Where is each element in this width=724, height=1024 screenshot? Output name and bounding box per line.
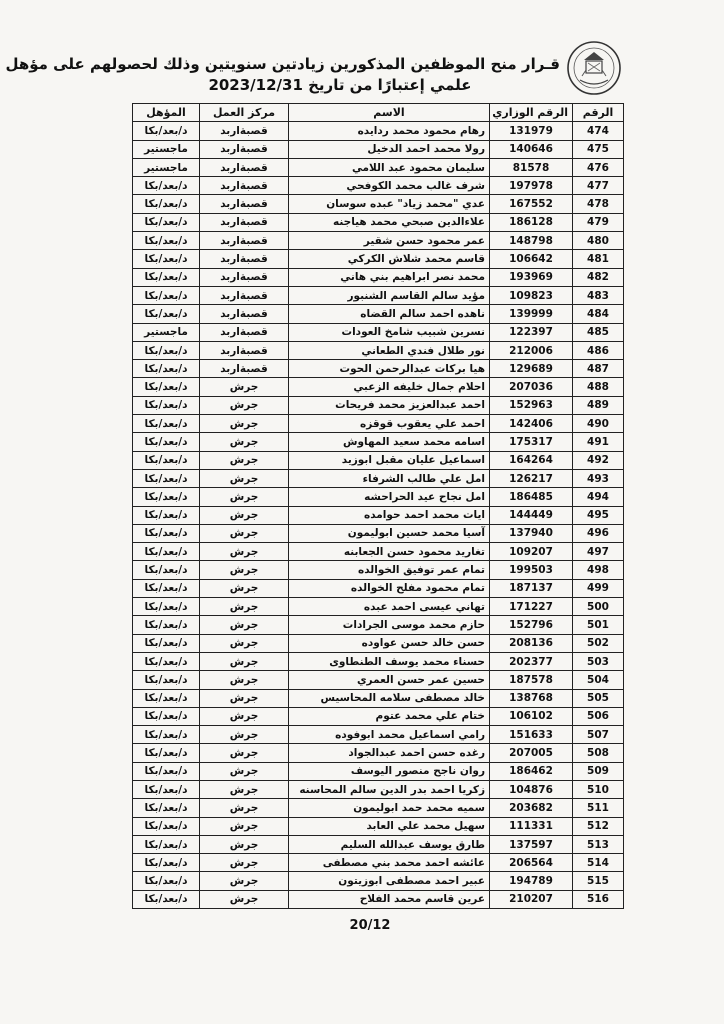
table-row	[133, 579, 624, 597]
cell-name: عبير احمد مصطفى ابوزيتون	[289, 872, 490, 890]
cell-ministry-id: 140646	[490, 140, 573, 158]
table-row	[133, 854, 624, 872]
cell-ministry-id: 199503	[490, 561, 573, 579]
cell-qualification: د/بعد/بكا	[133, 232, 200, 250]
cell-number: 478	[573, 195, 624, 213]
cell-name: سميه محمد حمد ابوليمون	[289, 799, 490, 817]
cell-ministry-id: 212006	[490, 341, 573, 359]
cell-number: 479	[573, 213, 624, 231]
cell-qualification: د/بعد/بكا	[133, 671, 200, 689]
cell-workplace: جرش	[200, 524, 289, 542]
cell-workplace: جرش	[200, 872, 289, 890]
cell-workplace: جرش	[200, 726, 289, 744]
cell-ministry-id: 148798	[490, 232, 573, 250]
cell-number: 505	[573, 689, 624, 707]
cell-ministry-id: 137940	[490, 524, 573, 542]
cell-name: زكريا احمد بدر الدين سالم المحاسنه	[289, 780, 490, 798]
cell-qualification: د/بعد/بكا	[133, 177, 200, 195]
cell-number: 474	[573, 122, 624, 140]
table-row	[133, 415, 624, 433]
cell-workplace: جرش	[200, 835, 289, 853]
cell-number: 513	[573, 835, 624, 853]
cell-qualification: د/بعد/بكا	[133, 451, 200, 469]
cell-qualification: د/بعد/بكا	[133, 689, 200, 707]
cell-name: حسين عمر حسن العمري	[289, 671, 490, 689]
cell-ministry-id: 203682	[490, 799, 573, 817]
cell-name: شرف غالب محمد الكوفحي	[289, 177, 490, 195]
cell-qualification: د/بعد/بكا	[133, 469, 200, 487]
table-row	[133, 451, 624, 469]
cell-workplace: جرش	[200, 707, 289, 725]
cell-qualification: د/بعد/بكا	[133, 122, 200, 140]
cell-ministry-id: 137597	[490, 835, 573, 853]
cell-number: 507	[573, 726, 624, 744]
cell-number: 514	[573, 854, 624, 872]
cell-ministry-id: 175317	[490, 433, 573, 451]
cell-workplace: قصبةاربد	[200, 250, 289, 268]
cell-qualification: د/بعد/بكا	[133, 872, 200, 890]
cell-ministry-id: 210207	[490, 890, 573, 908]
cell-ministry-id: 109823	[490, 286, 573, 304]
table-row	[133, 158, 624, 176]
cell-qualification: د/بعد/بكا	[133, 780, 200, 798]
table-row	[133, 213, 624, 231]
table-row	[133, 652, 624, 670]
cell-qualification: د/بعد/بكا	[133, 378, 200, 396]
cell-name: قاسم محمد شلاش الكركي	[289, 250, 490, 268]
header-name: الاسم	[289, 104, 490, 122]
table-row	[133, 671, 624, 689]
cell-number: 494	[573, 488, 624, 506]
cell-qualification: د/بعد/بكا	[133, 524, 200, 542]
cell-qualification: د/بعد/بكا	[133, 652, 200, 670]
cell-qualification: د/بعد/بكا	[133, 799, 200, 817]
cell-number: 500	[573, 598, 624, 616]
table-row	[133, 305, 624, 323]
cell-workplace: قصبةاربد	[200, 323, 289, 341]
table-row	[133, 817, 624, 835]
cell-workplace: جرش	[200, 396, 289, 414]
cell-workplace: جرش	[200, 817, 289, 835]
table-body	[133, 122, 624, 909]
cell-ministry-id: 138768	[490, 689, 573, 707]
cell-number: 483	[573, 286, 624, 304]
cell-qualification: د/بعد/بكا	[133, 762, 200, 780]
table-row	[133, 232, 624, 250]
cell-name: رهام محمود محمد ردايده	[289, 122, 490, 140]
table-row	[133, 177, 624, 195]
cell-name: آسيا محمد حسين ابوليمون	[289, 524, 490, 542]
cell-name: نور طلال فندي الطعاني	[289, 341, 490, 359]
table-row	[133, 726, 624, 744]
cell-name: عمر محمود حسن شقير	[289, 232, 490, 250]
cell-workplace: قصبةاربد	[200, 213, 289, 231]
cell-qualification: د/بعد/بكا	[133, 268, 200, 286]
cell-number: 497	[573, 543, 624, 561]
cell-workplace: جرش	[200, 433, 289, 451]
document-title	[5, 54, 560, 96]
cell-name: تمام محمود مفلح الخوالده	[289, 579, 490, 597]
cell-qualification: د/بعد/بكا	[133, 634, 200, 652]
cell-workplace: جرش	[200, 762, 289, 780]
cell-name: نسرين شبيب شامخ العودات	[289, 323, 490, 341]
cell-name: حسناء محمد يوسف الطنطاوى	[289, 652, 490, 670]
cell-qualification: د/بعد/بكا	[133, 396, 200, 414]
table-row	[133, 250, 624, 268]
cell-number: 481	[573, 250, 624, 268]
cell-qualification: د/بعد/بكا	[133, 744, 200, 762]
cell-number: 516	[573, 890, 624, 908]
table-row	[133, 433, 624, 451]
cell-name: احلام جمال خليفه الزعبي	[289, 378, 490, 396]
cell-name: محمد نصر ابراهيم بني هاني	[289, 268, 490, 286]
table-row	[133, 762, 624, 780]
cell-number: 502	[573, 634, 624, 652]
cell-qualification: د/بعد/بكا	[133, 707, 200, 725]
ministry-emblem-logo	[566, 40, 622, 96]
cell-qualification: د/بعد/بكا	[133, 598, 200, 616]
table-row	[133, 707, 624, 725]
cell-name: تمام عمر توفيق الخوالده	[289, 561, 490, 579]
cell-ministry-id: 81578	[490, 158, 573, 176]
cell-workplace: جرش	[200, 506, 289, 524]
cell-number: 503	[573, 652, 624, 670]
cell-workplace: جرش	[200, 799, 289, 817]
cell-workplace: جرش	[200, 378, 289, 396]
table-row	[133, 634, 624, 652]
cell-number: 476	[573, 158, 624, 176]
cell-ministry-id: 186128	[490, 213, 573, 231]
cell-number: 510	[573, 780, 624, 798]
cell-workplace: قصبةاربد	[200, 268, 289, 286]
cell-workplace: جرش	[200, 598, 289, 616]
cell-ministry-id: 197978	[490, 177, 573, 195]
cell-workplace: جرش	[200, 616, 289, 634]
table-row	[133, 286, 624, 304]
cell-workplace: جرش	[200, 689, 289, 707]
table-row	[133, 122, 624, 140]
cell-qualification: د/بعد/بكا	[133, 854, 200, 872]
cell-number: 515	[573, 872, 624, 890]
cell-ministry-id: 164264	[490, 451, 573, 469]
cell-name: تغاريد محمود حسن الجعابنه	[289, 543, 490, 561]
cell-number: 501	[573, 616, 624, 634]
cell-qualification: د/بعد/بكا	[133, 305, 200, 323]
cell-qualification: د/بعد/بكا	[133, 488, 200, 506]
table-row	[133, 598, 624, 616]
cell-ministry-id: 139999	[490, 305, 573, 323]
cell-ministry-id: 187137	[490, 579, 573, 597]
cell-name: رولا محمد احمد الدخيل	[289, 140, 490, 158]
cell-ministry-id: 142406	[490, 415, 573, 433]
cell-number: 475	[573, 140, 624, 158]
table-row	[133, 799, 624, 817]
cell-qualification: د/بعد/بكا	[133, 579, 200, 597]
cell-name: اسامه محمد سعيد المهاوش	[289, 433, 490, 451]
cell-number: 489	[573, 396, 624, 414]
title-line-2: علمي إعتبارًا من تاريخ 2023/12/31	[208, 76, 472, 94]
cell-ministry-id: 187578	[490, 671, 573, 689]
cell-ministry-id: 111331	[490, 817, 573, 835]
cell-ministry-id: 186462	[490, 762, 573, 780]
cell-name: علاءالدين صبحي محمد هياجنه	[289, 213, 490, 231]
cell-qualification: د/بعد/بكا	[133, 360, 200, 378]
table-row	[133, 488, 624, 506]
cell-ministry-id: 131979	[490, 122, 573, 140]
cell-name: روان ناجح منصور اليوسف	[289, 762, 490, 780]
cell-workplace: جرش	[200, 561, 289, 579]
cell-workplace: قصبةاربد	[200, 360, 289, 378]
cell-workplace: قصبةاربد	[200, 122, 289, 140]
cell-number: 512	[573, 817, 624, 835]
cell-qualification: د/بعد/بكا	[133, 506, 200, 524]
table-row	[133, 378, 624, 396]
cell-number: 480	[573, 232, 624, 250]
header-qualification: المؤهل	[133, 104, 200, 122]
cell-number: 511	[573, 799, 624, 817]
cell-name: مؤيد سالم القاسم الشنبور	[289, 286, 490, 304]
cell-qualification: د/بعد/بكا	[133, 616, 200, 634]
table-row	[133, 524, 624, 542]
cell-number: 487	[573, 360, 624, 378]
table-row	[133, 341, 624, 359]
cell-workplace: قصبةاربد	[200, 286, 289, 304]
header-number: الرقم	[573, 104, 624, 122]
cell-workplace: جرش	[200, 634, 289, 652]
cell-ministry-id: 129689	[490, 360, 573, 378]
cell-ministry-id: 207036	[490, 378, 573, 396]
cell-name: امل نجاح عيد الحراحشه	[289, 488, 490, 506]
cell-qualification: د/بعد/بكا	[133, 817, 200, 835]
cell-number: 509	[573, 762, 624, 780]
table-row	[133, 872, 624, 890]
table-row	[133, 835, 624, 853]
cell-qualification: د/بعد/بكا	[133, 726, 200, 744]
cell-ministry-id: 152963	[490, 396, 573, 414]
table-row	[133, 268, 624, 286]
cell-workplace: جرش	[200, 744, 289, 762]
cell-name: اسماعيل عليان مقبل ابوزيد	[289, 451, 490, 469]
cell-workplace: جرش	[200, 469, 289, 487]
cell-name: حسن خالد حسن عواوده	[289, 634, 490, 652]
table-header-row	[133, 104, 624, 122]
cell-number: 493	[573, 469, 624, 487]
cell-ministry-id: 171227	[490, 598, 573, 616]
cell-qualification: د/بعد/بكا	[133, 561, 200, 579]
cell-ministry-id: 106102	[490, 707, 573, 725]
cell-name: عرين قاسم محمد الفلاح	[289, 890, 490, 908]
cell-name: احمد علي يعقوب قوقزه	[289, 415, 490, 433]
cell-qualification: د/بعد/بكا	[133, 341, 200, 359]
cell-number: 490	[573, 415, 624, 433]
cell-number: 506	[573, 707, 624, 725]
cell-name: سليمان محمود عبد اللامي	[289, 158, 490, 176]
cell-qualification: د/بعد/بكا	[133, 250, 200, 268]
cell-number: 495	[573, 506, 624, 524]
cell-workplace: قصبةاربد	[200, 232, 289, 250]
table-row	[133, 780, 624, 798]
cell-name: رامي اسماعيل محمد ابوفوده	[289, 726, 490, 744]
table-row	[133, 561, 624, 579]
cell-workplace: جرش	[200, 671, 289, 689]
cell-qualification: ماجستير	[133, 158, 200, 176]
cell-ministry-id: 194789	[490, 872, 573, 890]
cell-name: احمد عبدالعزيز محمد فريحات	[289, 396, 490, 414]
header-ministry-id: الرقم الوزاري	[490, 104, 573, 122]
cell-workplace: جرش	[200, 451, 289, 469]
cell-workplace: جرش	[200, 488, 289, 506]
cell-ministry-id: 144449	[490, 506, 573, 524]
table-row	[133, 360, 624, 378]
employees-table	[132, 103, 624, 909]
cell-workplace: جرش	[200, 652, 289, 670]
cell-workplace: جرش	[200, 890, 289, 908]
table-row	[133, 543, 624, 561]
cell-workplace: جرش	[200, 579, 289, 597]
cell-number: 504	[573, 671, 624, 689]
table-row	[133, 506, 624, 524]
cell-name: هيا بركات عبدالرحمن الحوت	[289, 360, 490, 378]
cell-ministry-id: 151633	[490, 726, 573, 744]
cell-number: 484	[573, 305, 624, 323]
cell-workplace: جرش	[200, 854, 289, 872]
table-row	[133, 323, 624, 341]
cell-qualification: د/بعد/بكا	[133, 195, 200, 213]
cell-number: 482	[573, 268, 624, 286]
cell-name: عائشه احمد محمد بني مصطفى	[289, 854, 490, 872]
cell-qualification: د/بعد/بكا	[133, 213, 200, 231]
cell-name: سهيل محمد علي العابد	[289, 817, 490, 835]
cell-number: 498	[573, 561, 624, 579]
cell-name: خالد مصطفى سلامه المحاسيس	[289, 689, 490, 707]
cell-name: رغده حسن احمد عبدالجواد	[289, 744, 490, 762]
cell-name: ايات محمد احمد حوامده	[289, 506, 490, 524]
cell-workplace: قصبةاربد	[200, 195, 289, 213]
cell-workplace: قصبةاربد	[200, 177, 289, 195]
cell-ministry-id: 207005	[490, 744, 573, 762]
cell-number: 488	[573, 378, 624, 396]
cell-number: 496	[573, 524, 624, 542]
cell-qualification: د/بعد/بكا	[133, 433, 200, 451]
cell-qualification: د/بعد/بكا	[133, 890, 200, 908]
cell-name: حازم محمد موسى الجرادات	[289, 616, 490, 634]
cell-ministry-id: 206564	[490, 854, 573, 872]
table-row	[133, 140, 624, 158]
cell-workplace: قصبةاربد	[200, 305, 289, 323]
cell-qualification: د/بعد/بكا	[133, 415, 200, 433]
cell-number: 499	[573, 579, 624, 597]
table-row	[133, 616, 624, 634]
cell-number: 491	[573, 433, 624, 451]
cell-workplace: قصبةاربد	[200, 140, 289, 158]
title-line-1: قـرار منح الموظفين المذكورين زيادتين سنويتين وذلك لحصولهم على مؤهل	[5, 55, 560, 73]
cell-ministry-id: 167552	[490, 195, 573, 213]
cell-name: ناهده احمد سالم القضاه	[289, 305, 490, 323]
header-workplace: مركز العمل	[200, 104, 289, 122]
cell-ministry-id: 104876	[490, 780, 573, 798]
cell-number: 492	[573, 451, 624, 469]
cell-ministry-id: 193969	[490, 268, 573, 286]
cell-ministry-id: 126217	[490, 469, 573, 487]
cell-name: ختام علي محمد عتوم	[289, 707, 490, 725]
table-row	[133, 744, 624, 762]
cell-name: تهاني عيسى احمد عبده	[289, 598, 490, 616]
cell-workplace: قصبةاربد	[200, 158, 289, 176]
cell-workplace: جرش	[200, 543, 289, 561]
cell-workplace: قصبةاربد	[200, 341, 289, 359]
cell-ministry-id: 202377	[490, 652, 573, 670]
table-row	[133, 469, 624, 487]
cell-ministry-id: 109207	[490, 543, 573, 561]
cell-number: 477	[573, 177, 624, 195]
cell-number: 486	[573, 341, 624, 359]
table-row	[133, 396, 624, 414]
cell-ministry-id: 152796	[490, 616, 573, 634]
cell-qualification: د/بعد/بكا	[133, 543, 200, 561]
page-number: 20/12	[349, 918, 391, 933]
table-row	[133, 689, 624, 707]
cell-qualification: ماجستير	[133, 323, 200, 341]
cell-name: امل علي طالب الشرفاء	[289, 469, 490, 487]
cell-number: 508	[573, 744, 624, 762]
cell-ministry-id: 208136	[490, 634, 573, 652]
cell-ministry-id: 122397	[490, 323, 573, 341]
cell-number: 485	[573, 323, 624, 341]
cell-qualification: د/بعد/بكا	[133, 286, 200, 304]
cell-name: طارق يوسف عبدالله السليم	[289, 835, 490, 853]
cell-qualification: ماجستير	[133, 140, 200, 158]
table-row	[133, 890, 624, 908]
cell-workplace: جرش	[200, 415, 289, 433]
cell-workplace: جرش	[200, 780, 289, 798]
cell-ministry-id: 186485	[490, 488, 573, 506]
cell-ministry-id: 106642	[490, 250, 573, 268]
table-row	[133, 195, 624, 213]
cell-qualification: د/بعد/بكا	[133, 835, 200, 853]
cell-name: عدي "محمد زياد" عبده سوسان	[289, 195, 490, 213]
